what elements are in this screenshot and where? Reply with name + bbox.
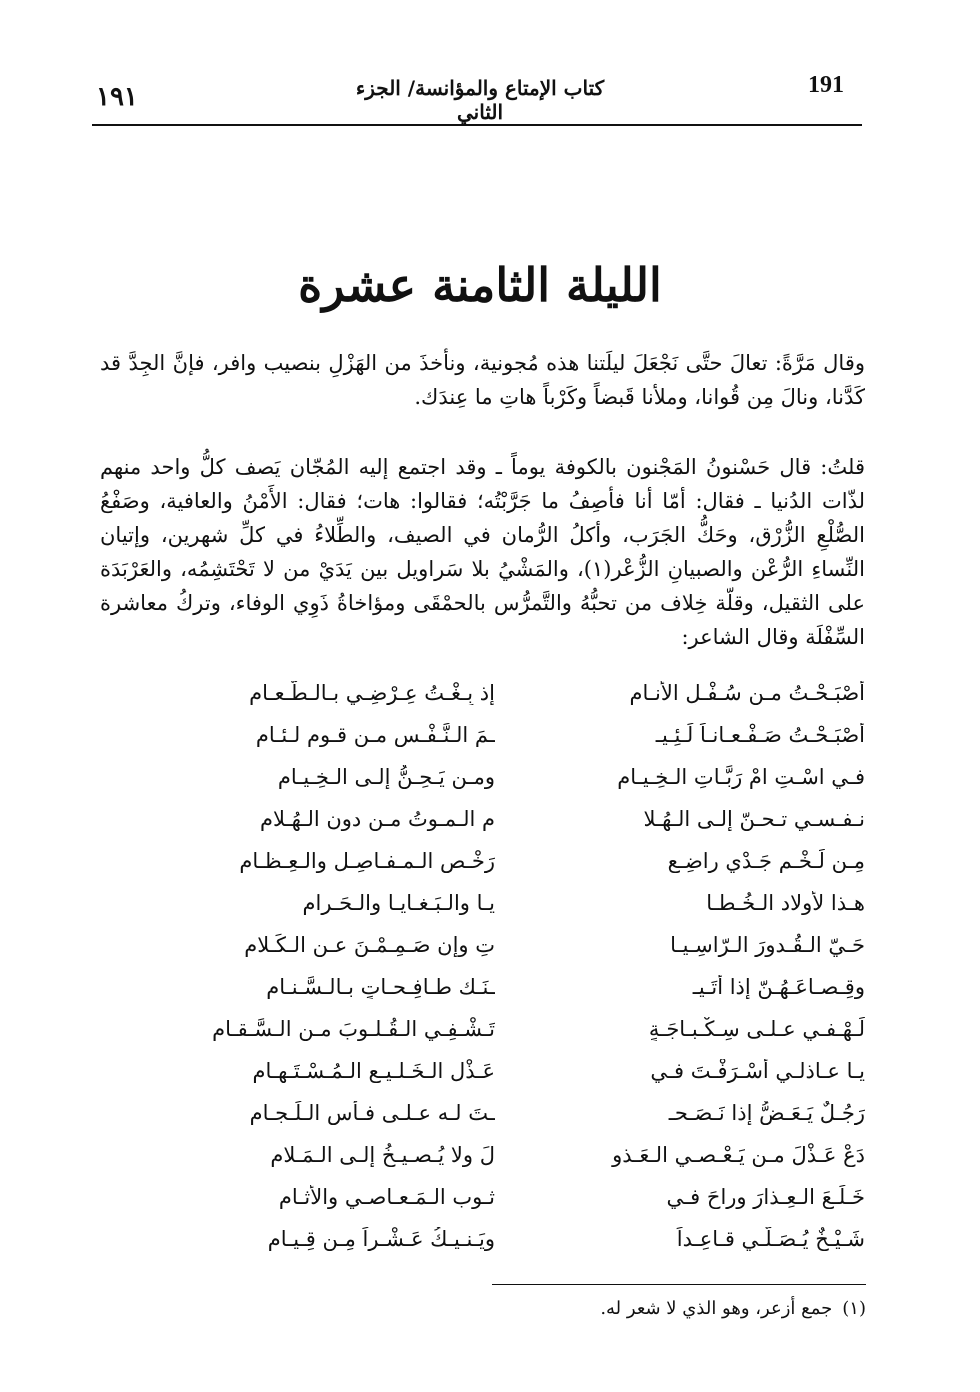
verse-row (100, 756, 865, 798)
page-number-arabic: ١٩١ (96, 82, 138, 112)
verse-second-hemistich: ـنَـك طـافِـحـاتٍ بـالـسَّـنـامِ (266, 975, 495, 999)
verse-second-hemistich: تَـشْـفِـي الـقُـلـوبَ مـن الـسَّـقـامِ (212, 1017, 495, 1041)
verse-second-hemistich: ومـن يَـحِـنُّ إلـى الـخِـيـامِ (277, 765, 495, 789)
footnote (420, 1298, 866, 1319)
footnote-text: جمع أزعر، وهو الذي لا شعر له. (600, 1298, 833, 1319)
verse-first-hemistich: نـفـسـي تـحـنّ إلـى الـهُـلا (643, 807, 865, 831)
verse-second-hemistich: ويَـنـيـكُ عَـشْـراً مِـن قِـيـامِ (267, 1227, 495, 1251)
verse-first-hemistich: هـذا لأولاد الـخُـطـا (706, 891, 865, 915)
verse-second-hemistich: عَـذْلِ الـخَـلـيـع الـمُـسْـتَـهـامِ (252, 1059, 495, 1083)
verse-second-hemistich: ـتَ لـه عـلـى فـأسِ الـلِّـجـامِ (249, 1101, 495, 1125)
header-divider (92, 124, 862, 126)
footnote-marker: (١) (842, 1298, 866, 1319)
verse-row (100, 798, 865, 840)
verse-first-hemistich: أَصْبَـحْـتُ مـن سُـفْـلِ الأنـامِ (629, 681, 865, 705)
chapter-title: الليلة الثامنة عشرة (298, 258, 662, 312)
verse-first-hemistich: خَـلَـعَ الـعِـذارَ وراحَ فـي (666, 1185, 865, 1209)
verse-second-hemistich: تِ وإن صَـمِـمْـنَ عـن الـكَـلامِ (244, 933, 495, 957)
verse-row (100, 1092, 865, 1134)
verse-first-hemistich: دَعْ عَـذْلَ مـن يَـعْـصـي الـعَـذو (612, 1143, 865, 1167)
verse-row (100, 1050, 865, 1092)
footnote-divider (492, 1284, 866, 1285)
verse-second-hemistich: إذ بِـغْـتُ عِـرْضِـي بـالـطَّـعـامِ (249, 681, 495, 705)
verse-row (100, 1134, 865, 1176)
verse-first-hemistich: لَـهْـفـي عـلـى سِـكْـبـاجَـةٍ (648, 1017, 865, 1041)
verse-row (100, 1218, 865, 1260)
paragraph-2: قلتُ: قال حَسْنونُ المَجْنون بالكوفة يوماً ـ وقد اجتمع إليه المُجّان يَصف كلُّ واحد منهم لذّات الدُنيا ـ فقال: أمّا أنا فأصِفُ ما جَرَّبْتُه؛ فقالوا: هات؛ فقال: الأَمْنُ والعافية، وصَفْعُ الصُّلْعِ الزُّرْق، وحَكُّ الجَرَب، وأكلُ الرُّمان في الصيف، والطِّلاءُ في كلِّ شهرين، وإتيان النِّساءِ الرُّعْن والصبيانِ الزُّعْر(١)، والمَشْيُ بلا سَراويل بين يَدَيْ من لا تَحْتَشِمُه، والعَرْبَدَة على الثقيل، وقلّة خِلاف من تحبُّهُ والتَّمرُّس بالحمْقَى ومؤاخاةُ ذَوِي الوفاء، وتركُ معاشرة السِّفْلَة وقال الشاعر: (100, 455, 865, 649)
verse-second-hemistich: ـمَ الـنَّـفْـسِ مـن قـوم لـئـامِ (255, 723, 495, 747)
verse-row (100, 1176, 865, 1218)
verse-row (100, 882, 865, 924)
verse-first-hemistich: فـي اسْـتِ امْ رَبَّـاتِ الـخِـيـامِ (617, 765, 865, 789)
verse-row (100, 924, 865, 966)
verse-first-hemistich: حَـيّ الـقُـدورَ الـرّاسِـيـا (670, 933, 865, 957)
verse-first-hemistich: رَجُـلٌ يَـعَـضُّ إذا نَـصَـحـ (668, 1101, 865, 1125)
verse-second-hemistich: ثـوب الـمَـعـاصـي والأثـامِ (278, 1185, 495, 1209)
verse-first-hemistich: يـا عـاذلـي أَسْـرَفْـتَ فـي (650, 1059, 865, 1083)
running-header-title: كتاب الإمتاع والمؤانسة/ الجزء الثاني (355, 76, 605, 124)
verse-row (100, 714, 865, 756)
paragraph-1: وقال مَرَّةً: تعالَ حتَّى نَجْعَلَ ليلَتنا هذه مُجونية، ونأخذَ من الهَزْلِ بنصيب وافر، فإنَّ الجِدَّ قد كَدَّنا، ونالَ مِن قُوانا، وملأنا قَبضاً وكَرْباً هاتِ ما عِندَك. (100, 351, 865, 409)
verse-second-hemistich: رَخْـص الـمـفـاصِـلِ والـعِـظـامِ (239, 849, 495, 873)
poem (100, 672, 865, 1260)
verse-row (100, 1008, 865, 1050)
page-number-latin: 191 (808, 72, 844, 98)
verse-row (100, 672, 865, 714)
verse-first-hemistich: أَصْبَـحْـتُ صَـفْـعـانـاً لَـئِـيـ (655, 723, 865, 747)
verse-second-hemistich: لَ ولا يُـصـيـخُ إلـى الـمَـلامِ (270, 1143, 495, 1167)
verse-second-hemistich: م الـمـوتُ مـن دون الـهُـلامِ (259, 807, 495, 831)
verse-first-hemistich: وقِـصـاعَـهُـنّ إذا أتَـيـ (692, 975, 865, 999)
verse-first-hemistich: شَـيْـخٌ يُـصَـلّـي قـاعِـداً (676, 1227, 865, 1251)
verse-second-hemistich: يـا والـبَـغـايـا والـحَـرامِ (302, 891, 495, 915)
verse-row (100, 966, 865, 1008)
verse-first-hemistich: مِـن لَـخْـم جَـدْيٍ راضِـع (667, 849, 865, 873)
verse-row (100, 840, 865, 882)
